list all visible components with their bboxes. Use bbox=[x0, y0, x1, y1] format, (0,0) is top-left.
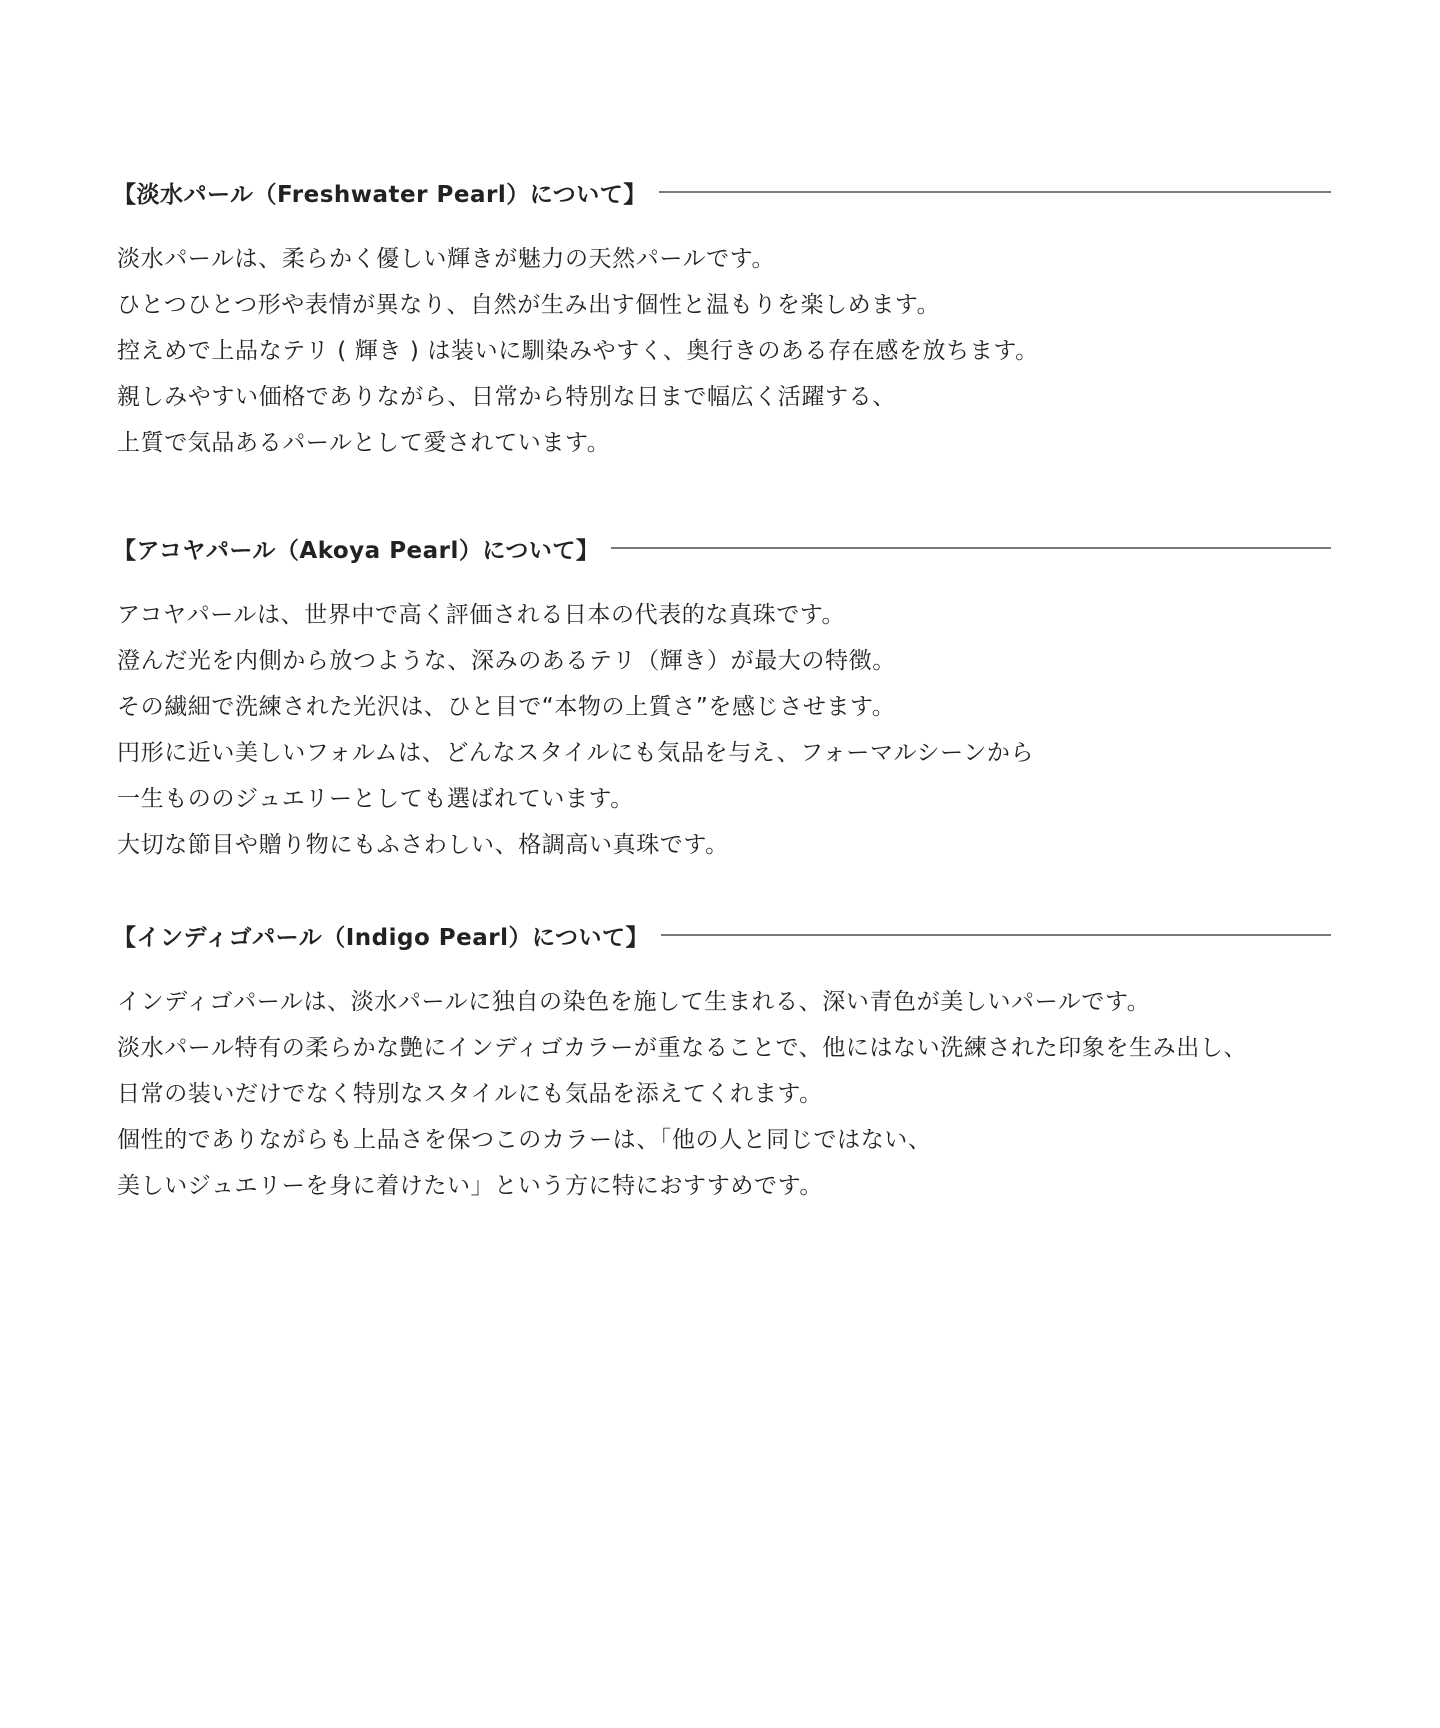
body-line: 控えめで上品なテリ ( 輝き ) は装いに馴染みやすく、奥行きのある存在感を放ちます。 bbox=[117, 338, 1039, 364]
body-line: 親しみやすい価格でありながら、日常から特別な日まで幅広く活躍する、 bbox=[117, 384, 896, 410]
section-body bbox=[117, 592, 1331, 868]
section-divider bbox=[661, 934, 1331, 936]
body-line: インディゴパールは、淡水パールに独自の染色を施して生まれる、深い青色が美しいパールです。 bbox=[117, 989, 1151, 1015]
section-header bbox=[113, 917, 1331, 953]
body-line: ひとつひとつ形や表情が異なり、自然が生み出す個性と温もりを楽しめます。 bbox=[117, 292, 941, 318]
body-line: 美しいジュエリーを身に着けたい」という方に特におすすめです。 bbox=[117, 1173, 823, 1199]
body-line: 淡水パールは、柔らかく優しい輝きが魅力の天然パールです。 bbox=[117, 246, 776, 272]
section-body bbox=[117, 236, 1331, 466]
body-line: 円形に近い美しいフォルムは、どんなスタイルにも気品を与え、フォーマルシーンから bbox=[117, 740, 1035, 766]
body-line: 澄んだ光を内側から放つような、深みのあるテリ（輝き）が最大の特徴。 bbox=[117, 648, 896, 674]
section-body bbox=[117, 979, 1331, 1209]
body-line: アコヤパールは、世界中で高く評価される日本の代表的な真珠です。 bbox=[117, 602, 846, 628]
body-line: 淡水パール特有の柔らかな艶にインディゴカラーが重なることで、他にはない洗練された印象を生み出し、 bbox=[117, 1035, 1248, 1061]
section-title: 【淡水パール（Freshwater Pearl）について】 bbox=[113, 181, 647, 208]
section-divider bbox=[611, 547, 1331, 549]
body-line: 個性的でありながらも上品さを保つこのカラーは、「他の人と同じではない、 bbox=[117, 1127, 932, 1153]
section-title: 【アコヤパール（Akoya Pearl）について】 bbox=[113, 537, 600, 564]
body-line: 一生もののジュエリーとしても選ばれています。 bbox=[117, 786, 634, 812]
section-akoya-pearl bbox=[113, 530, 1331, 868]
body-line: 日常の装いだけでなく特別なスタイルにも気品を添えてくれます。 bbox=[117, 1081, 823, 1107]
section-divider bbox=[659, 191, 1331, 193]
section-header bbox=[113, 530, 1331, 566]
section-title: 【インディゴパール（Indigo Pearl）について】 bbox=[113, 924, 649, 951]
body-line: その繊細で洗練された光沢は、ひと目で“本物の上質さ”を感じさせます。 bbox=[117, 694, 896, 720]
body-line: 上質で気品あるパールとして愛されています。 bbox=[117, 430, 611, 456]
section-freshwater-pearl bbox=[113, 174, 1331, 466]
body-line: 大切な節目や贈り物にもふさわしい、格調高い真珠です。 bbox=[117, 832, 729, 858]
section-header bbox=[113, 174, 1331, 210]
section-indigo-pearl bbox=[113, 917, 1331, 1209]
